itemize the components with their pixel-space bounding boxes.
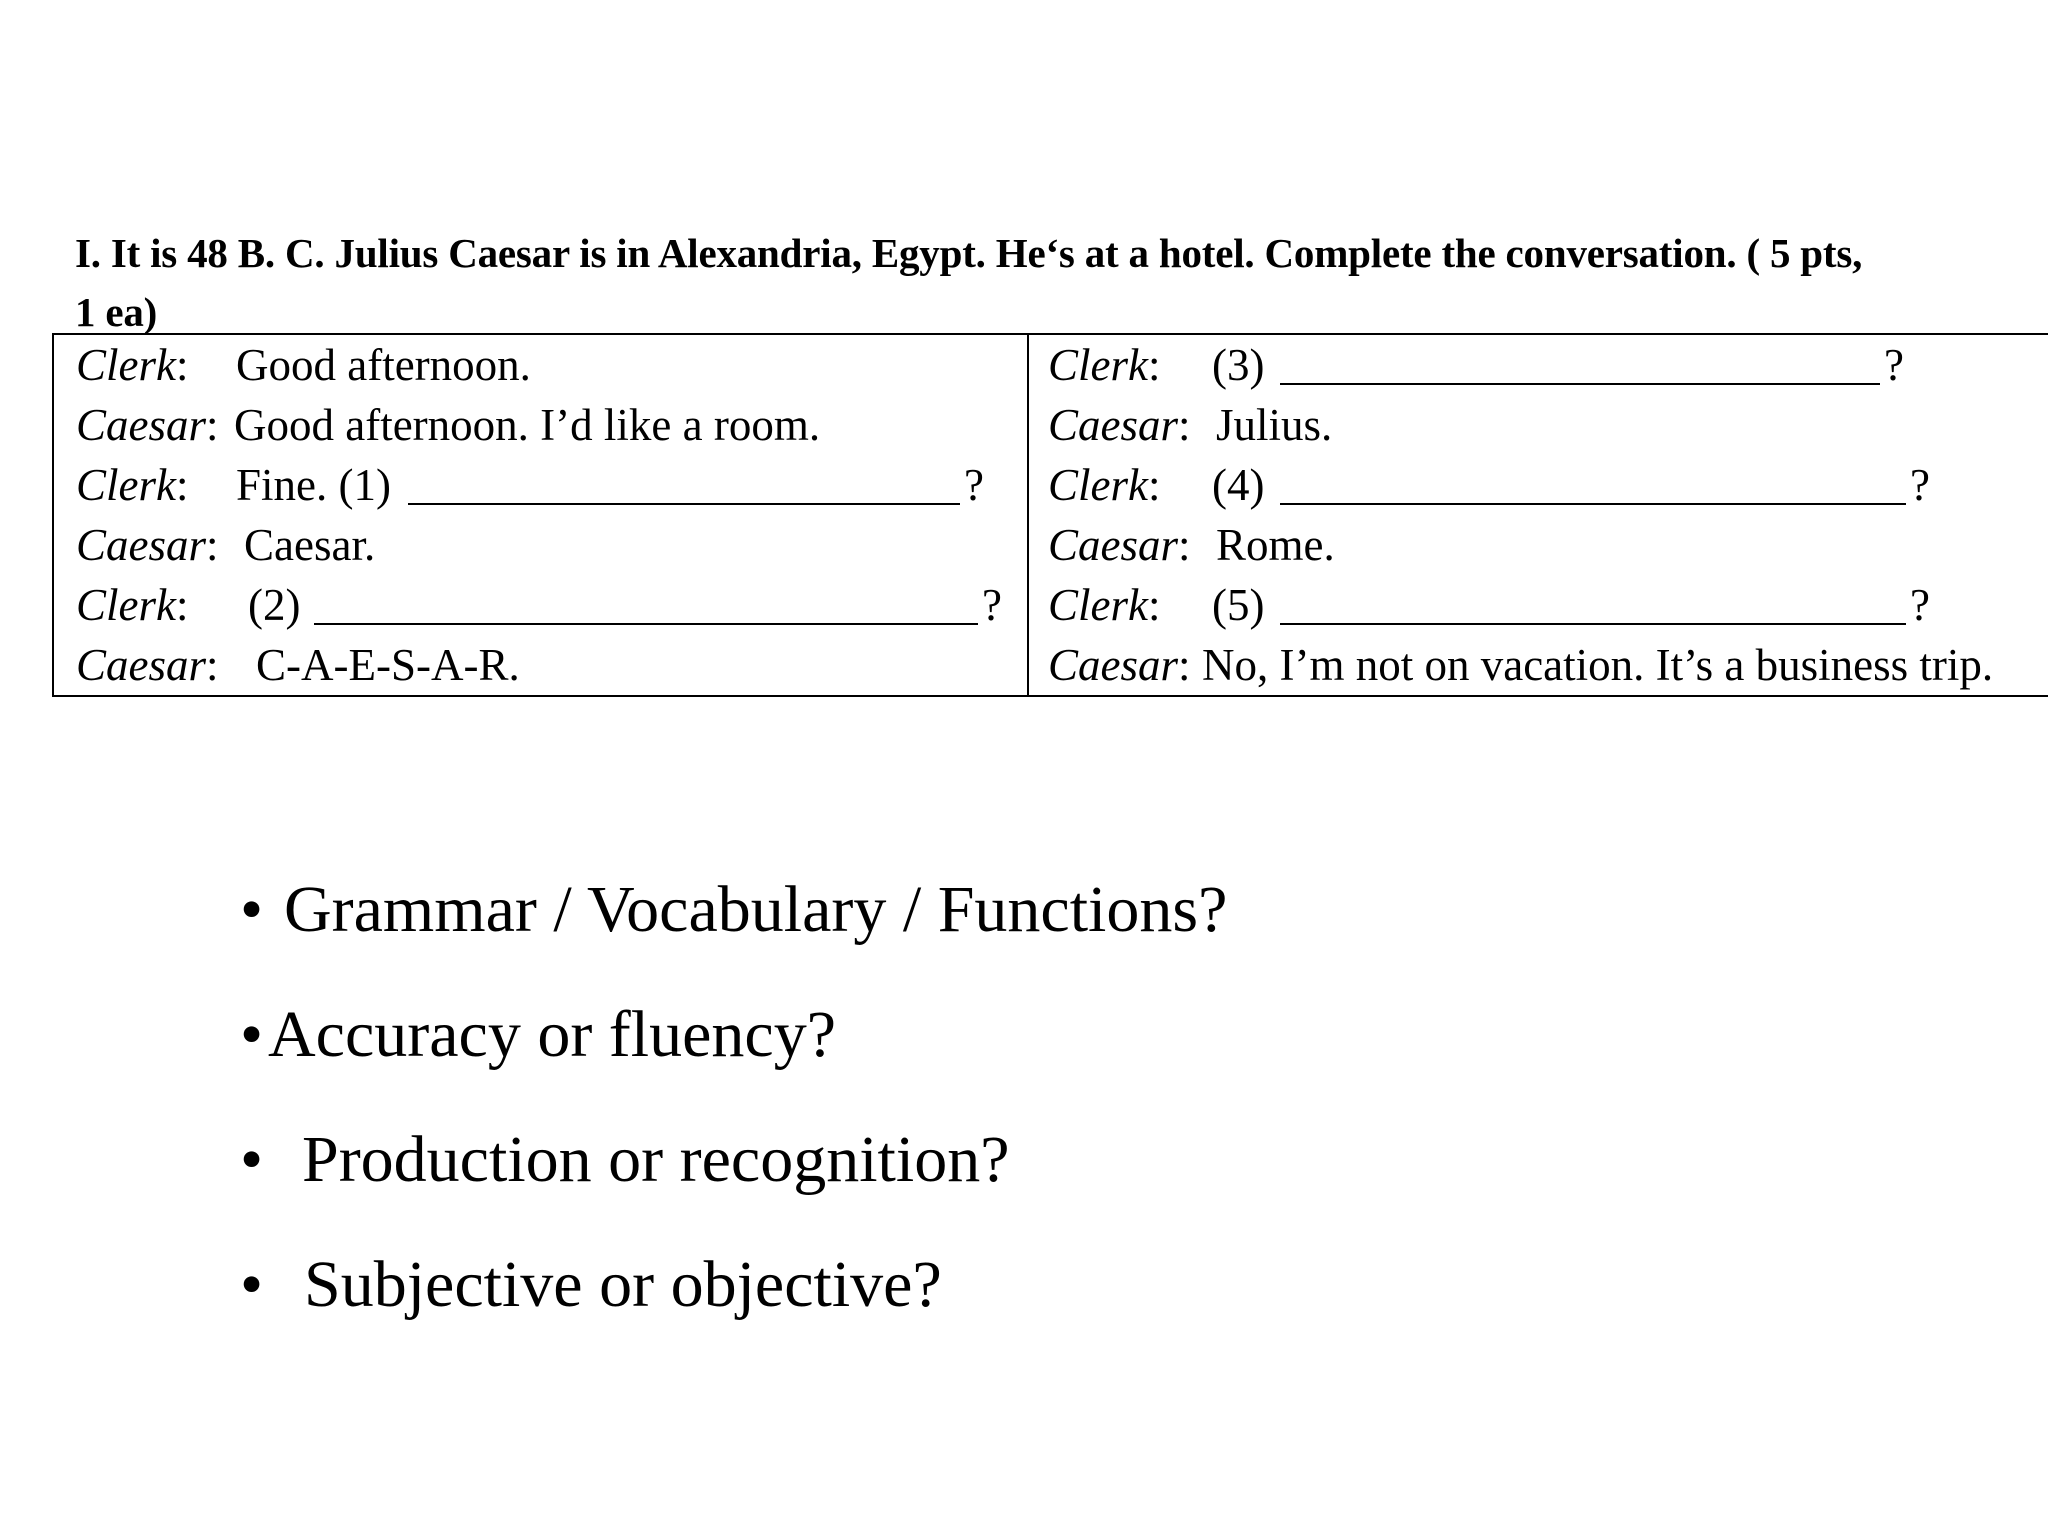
bullet-text: Production or recognition? bbox=[302, 1123, 1010, 1196]
bullet-marker: • bbox=[240, 1248, 264, 1321]
speaker-colon: : bbox=[1147, 340, 1161, 390]
line-text: (4) bbox=[1212, 460, 1265, 510]
speaker-name: Caesar bbox=[76, 520, 207, 570]
speaker-colon: : bbox=[175, 460, 189, 510]
line-text: (5) bbox=[1212, 580, 1265, 630]
line-text: Rome. bbox=[1216, 520, 1335, 570]
answer-blank-2[interactable] bbox=[314, 623, 978, 625]
line-text: Good afternoon. bbox=[236, 340, 531, 390]
speaker-colon: : bbox=[206, 640, 219, 690]
speaker-colon: : bbox=[206, 400, 219, 450]
speaker-colon: : bbox=[1147, 580, 1161, 630]
exercise-instructions: I. It is 48 B. C. Julius Caesar is in Alexandria, Egypt. He‘s at a hotel. Complete the conversation. ( 5 pts, 1 ea) bbox=[75, 230, 1863, 335]
bullet-text: Accuracy or fluency? bbox=[268, 998, 836, 1071]
speaker-name: Caesar bbox=[1048, 640, 1179, 690]
speaker-name: Clerk bbox=[76, 460, 176, 510]
speaker-colon: : bbox=[1178, 640, 1191, 690]
speaker-colon: : bbox=[1178, 400, 1191, 450]
speaker-name: Caesar bbox=[76, 400, 207, 450]
speaker-name: Clerk bbox=[76, 580, 176, 630]
answer-blank-3[interactable] bbox=[1280, 383, 1880, 385]
speaker-name: Clerk bbox=[1048, 580, 1148, 630]
question-mark: ? bbox=[982, 580, 1002, 630]
line-text: (2) bbox=[248, 580, 301, 630]
speaker-colon: : bbox=[1147, 460, 1161, 510]
question-mark: ? bbox=[1884, 340, 1904, 390]
line-text: Fine. (1) bbox=[236, 460, 391, 510]
speaker-colon: : bbox=[175, 340, 189, 390]
answer-blank-1[interactable] bbox=[408, 503, 960, 505]
speaker-name: Clerk bbox=[76, 340, 176, 390]
line-text: Julius. bbox=[1216, 400, 1333, 450]
speaker-name: Clerk bbox=[1048, 340, 1148, 390]
bullet-text: Subjective or objective? bbox=[304, 1248, 942, 1321]
answer-blank-4[interactable] bbox=[1280, 503, 1906, 505]
line-text: (3) bbox=[1212, 340, 1265, 390]
speaker-colon: : bbox=[175, 580, 189, 630]
speaker-name: Caesar bbox=[1048, 400, 1179, 450]
line-text: No, I’m not on vacation. It’s a business trip. bbox=[1202, 640, 1994, 690]
bullet-marker: • bbox=[240, 1123, 264, 1196]
speaker-name: Caesar bbox=[1048, 520, 1179, 570]
question-mark: ? bbox=[1910, 460, 1930, 510]
bullet-marker: • bbox=[240, 873, 264, 946]
line-text: Caesar. bbox=[244, 520, 376, 570]
question-mark: ? bbox=[1910, 580, 1930, 630]
dialogue-table bbox=[52, 333, 2048, 697]
speaker-name: Caesar bbox=[76, 640, 207, 690]
line-text: Good afternoon. I’d like a room. bbox=[234, 400, 821, 450]
bullet-marker: • bbox=[240, 998, 264, 1071]
question-mark: ? bbox=[964, 460, 984, 510]
line-text: C-A-E-S-A-R. bbox=[256, 640, 520, 690]
answer-blank-5[interactable] bbox=[1280, 623, 1906, 625]
speaker-colon: : bbox=[1178, 520, 1191, 570]
bullet-text: Grammar / Vocabulary / Functions? bbox=[284, 873, 1228, 946]
speaker-colon: : bbox=[206, 520, 219, 570]
speaker-name: Clerk bbox=[1048, 460, 1148, 510]
column-divider bbox=[1027, 333, 1029, 697]
